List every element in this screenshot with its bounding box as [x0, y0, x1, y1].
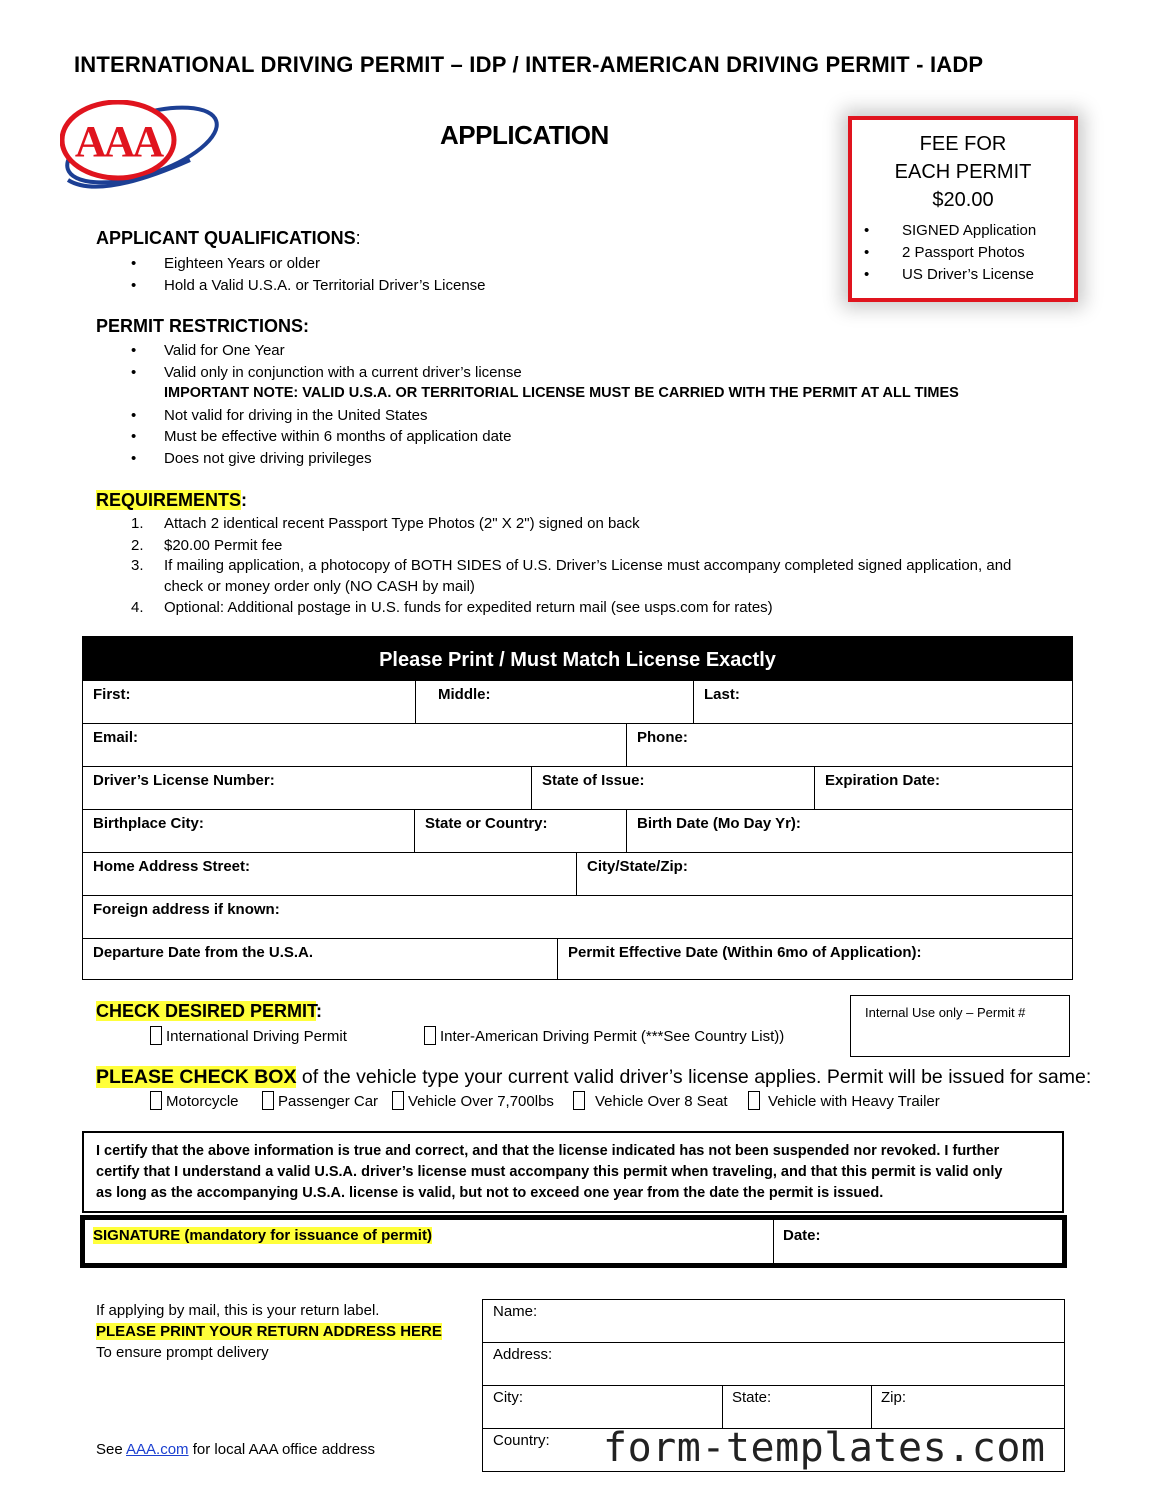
first-name-field[interactable]: First:	[83, 681, 416, 723]
departure-date-field[interactable]: Departure Date from the U.S.A.	[83, 939, 558, 980]
return-prompt: To ensure prompt delivery	[96, 1344, 269, 1361]
return-zip-field[interactable]: Zip:	[881, 1389, 907, 1406]
birth-row	[83, 810, 1072, 853]
home-street-field[interactable]: Home Address Street:	[83, 853, 577, 895]
list-item: • Must be effective within 6 months of application date	[131, 428, 512, 445]
middle-name-field[interactable]: Middle:	[416, 681, 694, 723]
state-of-issue-field[interactable]: State of Issue:	[532, 767, 815, 809]
list-item: • Does not give driving privileges	[131, 450, 372, 467]
fee-item: • SIGNED Application	[864, 220, 1074, 242]
form-header: Please Print / Must Match License Exactly	[83, 637, 1072, 681]
birth-date-field[interactable]: Birth Date (Mo Day Yr):	[637, 815, 801, 832]
passenger-car-checkbox[interactable]	[262, 1091, 274, 1110]
vehicle-over-seat-checkbox[interactable]	[573, 1091, 585, 1110]
idp-checkbox[interactable]	[150, 1026, 162, 1045]
passenger-car-option[interactable]: Passenger Car	[262, 1091, 378, 1110]
fee-amount: $20.00	[932, 189, 994, 211]
applicant-form	[82, 636, 1073, 980]
license-row	[83, 767, 1072, 810]
return-name-field[interactable]: Name:	[483, 1300, 1064, 1343]
certification-line: I certify that the above information is true and correct, and that the license indicated has not been suspended nor revoked. I further	[96, 1143, 1000, 1159]
watermark-text: form-templates.com	[603, 1425, 1046, 1471]
list-item: 1. Attach 2 identical recent Passport Type Photos (2" X 2") signed on back	[131, 515, 640, 532]
qualifications-heading: APPLICANT QUALIFICATIONS:	[96, 228, 361, 248]
vehicle-over-weight-checkbox[interactable]	[392, 1091, 404, 1110]
motorcycle-checkbox[interactable]	[150, 1091, 162, 1110]
email-field[interactable]: Email:	[83, 724, 627, 766]
list-item: • Valid for One Year	[131, 342, 285, 359]
return-city-field[interactable]: City:	[493, 1389, 523, 1406]
list-item: 2. $20.00 Permit fee	[131, 537, 283, 554]
return-address-field[interactable]: Address:	[483, 1343, 1064, 1386]
signature-label: SIGNATURE (mandatory for issuance of permit)	[93, 1227, 432, 1244]
list-item: • Eighteen Years or older	[131, 255, 320, 272]
motorcycle-option[interactable]: Motorcycle	[150, 1091, 239, 1110]
heavy-trailer-checkbox[interactable]	[748, 1091, 760, 1110]
list-item: • Not valid for driving in the United States	[131, 407, 428, 424]
vehicle-choice-heading: PLEASE CHECK BOX of the vehicle type your current valid driver’s license applies. Permit will be issued for same:	[96, 1066, 1092, 1088]
signature-date-field[interactable]: Date:	[783, 1227, 821, 1244]
fee-line-2: EACH PERMIT	[894, 161, 1032, 183]
requirements-heading: REQUIREMENTS:	[96, 490, 248, 510]
logo-text: AAA	[74, 117, 162, 166]
iadp-option[interactable]: Inter-American Driving Permit (***See Country List))	[424, 1026, 784, 1045]
return-print-here: PLEASE PRINT YOUR RETURN ADDRESS HERE	[96, 1323, 442, 1340]
important-note: IMPORTANT NOTE: VALID U.S.A. OR TERRITORIAL LICENSE MUST BE CARRIED WITH THE PERMIT AT ALL TIMES	[164, 385, 959, 401]
application-title: APPLICATION	[440, 120, 609, 150]
aaa-office-note: See AAA.com for local AAA office address	[96, 1441, 376, 1458]
document-title: INTERNATIONAL DRIVING PERMIT – IDP / INTER-AMERICAN DRIVING PERMIT - IADP	[74, 52, 984, 77]
iadp-checkbox[interactable]	[424, 1026, 436, 1045]
vehicle-over-seat-option[interactable]: Vehicle Over 8 Seat	[573, 1091, 728, 1110]
license-number-field[interactable]: Driver’s License Number:	[83, 767, 532, 809]
return-country-field[interactable]: Country:	[493, 1432, 550, 1449]
list-item: 3. If mailing application, a photocopy of BOTH SIDES of U.S. Driver’s License must accompany completed signed application, and	[131, 557, 1012, 574]
idp-option[interactable]: International Driving Permit	[150, 1026, 347, 1045]
fee-item: • US Driver’s License	[864, 264, 1074, 286]
certification-line: certify that I understand a valid U.S.A. driver’s license must accompany this permit when traveling, and that this permit is valid only	[96, 1164, 1003, 1180]
signature-box[interactable]	[80, 1215, 1067, 1268]
address-row	[83, 853, 1072, 896]
expiration-date-field[interactable]: Expiration Date:	[825, 772, 941, 789]
internal-use-box: Internal Use only – Permit #	[850, 995, 1070, 1057]
contact-row	[83, 724, 1072, 767]
heavy-trailer-option[interactable]: Vehicle with Heavy Trailer	[748, 1091, 940, 1110]
return-city-row	[483, 1386, 1064, 1429]
city-state-zip-field[interactable]: City/State/Zip:	[587, 858, 688, 875]
certification-statement	[82, 1131, 1064, 1213]
state-or-country-field[interactable]: State or Country:	[415, 810, 627, 852]
certification-line: as long as the accompanying U.S.A. license is valid, but not to exceed one year from the date the permit is issued.	[96, 1185, 884, 1201]
list-item: 4. Optional: Additional postage in U.S. funds for expedited return mail (see usps.com for rates)	[131, 599, 773, 616]
fee-line-1: FEE FOR	[919, 133, 1007, 155]
effective-date-field[interactable]: Permit Effective Date (Within 6mo of Application):	[568, 944, 922, 961]
aaa-link[interactable]: AAA.com	[126, 1441, 189, 1458]
dates-row	[83, 939, 1072, 980]
fee-item: • 2 Passport Photos	[864, 242, 1074, 264]
aaa-logo	[60, 100, 226, 200]
return-state-field[interactable]: State:	[732, 1389, 772, 1406]
restrictions-heading: PERMIT RESTRICTIONS:	[96, 316, 310, 336]
last-name-field[interactable]: Last:	[704, 686, 740, 703]
phone-field[interactable]: Phone:	[637, 729, 688, 746]
name-row	[83, 681, 1072, 724]
foreign-row	[83, 896, 1072, 939]
list-item: • Hold a Valid U.S.A. or Territorial Driver’s License	[131, 277, 486, 294]
birthplace-city-field[interactable]: Birthplace City:	[83, 810, 415, 852]
list-item: • Valid only in conjunction with a current driver’s license	[131, 364, 522, 381]
permit-choice-heading: CHECK DESIRED PERMIT:	[96, 1001, 323, 1021]
return-intro: If applying by mail, this is your return label.	[96, 1302, 380, 1319]
list-item-continued: check or money order only (NO CASH by mail)	[164, 578, 475, 595]
foreign-address-field[interactable]: Foreign address if known:	[93, 901, 280, 918]
vehicle-over-weight-option[interactable]: Vehicle Over 7,700lbs	[392, 1091, 554, 1110]
